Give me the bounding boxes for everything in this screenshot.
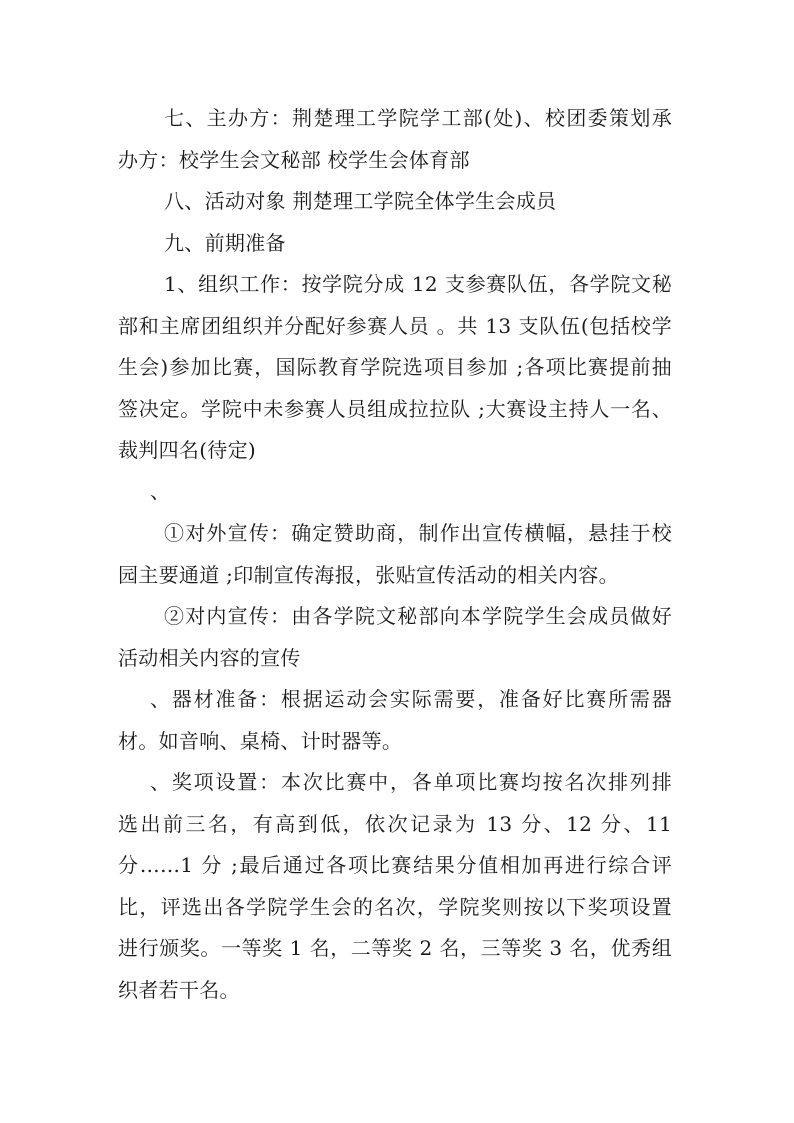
paragraph-line: 进行颁奖。一等奖 1 名，二等奖 2 名，三等奖 3 名，优秀组 — [118, 936, 672, 960]
paragraph-line: 签决定。学院中未参赛人员组成拉拉队 ;大赛设主持人一名、 — [118, 397, 672, 421]
paragraph-line: 裁判四名(待定) — [118, 438, 257, 462]
stray-mark: 、 — [150, 479, 171, 503]
paragraph-line: 织者若干名。 — [118, 978, 240, 1002]
paragraph-line: 选出前三名，有高到低，依次记录为 13 分、12 分、11 — [118, 812, 672, 836]
paragraph-line: 生会)参加比赛，国际教育学院选项目参加 ;各项比赛提前抽 — [118, 355, 672, 379]
paragraph-line: 、器材准备：根据运动会实际需要，准备好比赛所需器 — [150, 687, 672, 711]
paragraph-line: 比，评选出各学院学生会的名次，学院奖则按以下奖项设置 — [118, 895, 672, 919]
paragraph-line: 材。如音响、桌椅、计时器等。 — [118, 729, 403, 753]
paragraph-line: 办方：校学生会文秘部 校学生会体育部 — [118, 148, 470, 172]
paragraph-line: ①对外宣传：确定赞助商，制作出宣传横幅，悬挂于校 — [164, 521, 672, 545]
paragraph-line: 、奖项设置：本次比赛中，各单项比赛均按名次排列排 — [150, 770, 672, 794]
paragraph-line: 分……1 分 ;最后通过各项比赛结果分值相加再进行综合评 — [118, 853, 672, 877]
paragraph-line: ②对内宣传：由各学院文秘部向本学院学生会成员做好 — [164, 604, 672, 628]
section-heading: 九、前期准备 — [164, 231, 286, 255]
section-heading: 八、活动对象 荆楚理工学院全体学生会成员 — [164, 189, 557, 213]
paragraph-line: 部和主席团组织并分配好参赛人员 。共 13 支队伍(包括校学 — [118, 314, 672, 338]
paragraph-line: 七、主办方：荆楚理工学院学工部(处)、校团委策划承 — [164, 106, 672, 130]
paragraph-line: 1、组织工作：按学院分成 12 支参赛队伍，各学院文秘 — [164, 272, 672, 296]
paragraph-line: 活动相关内容的宣传 — [118, 646, 301, 670]
paragraph-line: 园主要通道 ;印制宣传海报，张贴宣传活动的相关内容。 — [118, 563, 619, 587]
